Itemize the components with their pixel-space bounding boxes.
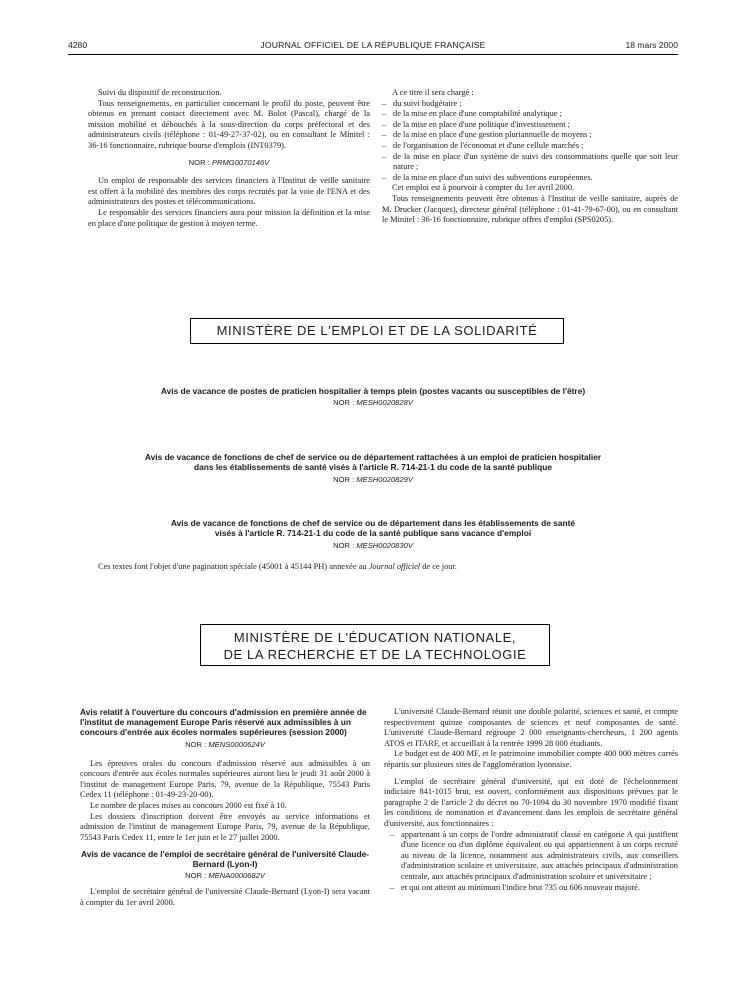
nor-label: NOR : [333,398,355,408]
notice-title: Avis relatif à l'ouverture du concours d'admission en première année de l'institut de management Europe Paris réservé aux admissibles à un concours d'entrée aux écoles normales supérieures (session 2000) [80,707,367,737]
nor-code: MESH0020828V [356,398,413,408]
paragraph: Suivi du dispositif de reconstruction. [98,88,222,97]
issue-date: 18 mars 2000 [625,40,678,50]
avis-title: Avis de vacance de postes de praticien hospitalier à temps plein (postes vacants ou susceptibles de l'être) [160,386,586,396]
nor-code: MESH0020829V [356,474,413,484]
list-item: – de la mise en place d'une politique d'investissement ; [382,120,678,131]
duties-list [382,99,678,184]
nor-reference [80,871,370,882]
nor-label: NOR : [185,740,207,749]
list-item: – de la mise en place d'un suivi des subventions européennes. [382,173,678,184]
paragraph: Les dossiers d'inscription doivent être envoyés au service informations et admission de l'institut de management Europe Paris, 79, avenue de la République, 75543 Paris Cedex 11, entre le 1er juin et le 27 juillet 2000. [80,811,370,842]
ministry-title-line: MINISTÈRE DE L'ÉDUCATION NATIONALE, [233,630,517,645]
bottom-left-column [80,707,370,908]
nor-label: NOR : [333,540,355,550]
top-left-column [88,88,370,229]
nor-reference [88,158,370,169]
note-text: Ces textes font l'objet d'une pagination spéciale (45001 à 45144 PH) annexée au [98,562,367,571]
nor-label: NOR : [185,871,207,881]
nor-label: NOR : [333,474,355,484]
nor-label: NOR : [188,157,210,167]
paragraph: Le nombre de places mises au concours 2000 est fixé à 10. [90,800,287,810]
paragraph: Un emploi de responsable des services financiers à l'Institut de veille sanitaire est offert à la mobilité des membres des corps recrutés par la voie de l'ENA et des administrateurs des postes et télécommunications. [88,176,370,207]
avis-block [68,386,678,409]
paragraph: Le responsable des services financiers aura pour mission la définition et la mise en place d'une politique de gestion à moyen terme. [88,207,370,228]
nor-code: PRMG0070146V [211,157,270,167]
ministry-box-emploi [190,318,564,344]
nor-reference [68,475,678,485]
paragraph: L'emploi de secrétaire général d'université, qui est doté de l'échelonnement indiciaire 841-1015 brut, est ouvert, conformément aux dispositions prévues par le paragraphe 2 de l'article 2 du décret no 70-1094 du 30 novembre 1970 modifié fixant les conditions de nomination et d'avancement dans les emplois de secrétaire général d'université, aux fonctionnaires : [384,776,678,828]
avis-title-line: dans les établissements de santé visés à l'article R. 714-21-1 du code de la santé publique [193,462,553,473]
journal-name: Journal officiel [368,562,421,571]
notice-title: Avis de vacance de l'emploi de secrétaire général de l'université Claude-Bernard (Lyon-I) [80,849,370,870]
paragraph: Les épreuves orales du concours d'admission réservé aux admissibles à un concours d'entrée aux écoles normales supérieures auront lieu le jeudi 31 août 2000 à l'institut de management Europe Paris, 79, avenue de la République, 75543 Paris Cedex 11 (téléphone : 01-49-23-20-00). [80,758,370,800]
conditions-list [384,830,678,894]
avis-block [68,518,678,551]
list-item: – de la mise en place d'une gestion pluriannuelle de moyens ; [382,130,678,141]
nor-reference [68,398,678,408]
list-item: – et qui ont atteint au minimum l'indice brut 735 ou 606 nouveau majoré. [390,883,678,894]
page-header [68,40,678,55]
ministry-title-line: DE LA RECHERCHE ET DE LA TECHNOLOGIE [223,647,527,662]
pagination-note [88,562,678,573]
list-item: – appartenant à un corps de l'ordre administratif classé en catégorie A qui justifient d'une licence ou d'un diplôme équivalent ou qui appartiennent à un corps recruté au niveau de la licence, notamment aux administrateurs civils, aux conseillers d'administration scolaire et universitaire, aux attachés principaux d'administration centrale, aux attachés principaux d'administration scolaire et universitaire ; [390,830,678,883]
note-text-end: de ce jour. [422,562,457,571]
ministry-title: MINISTÈRE DE L'EMPLOI ET DE LA SOLIDARITÉ [216,323,538,338]
avis-title-line: Avis de vacance de fonctions de chef de service ou de département dans les établissements de santé [170,518,576,528]
journal-title: JOURNAL OFFICIEL DE LA RÉPUBLIQUE FRANÇAISE [260,40,486,50]
paragraph [88,562,678,573]
paragraph: Cet emploi est à pourvoir à compter du 1er avril 2000. [392,183,575,193]
list-item: – de la mise en place d'une comptabilité analytique ; [382,109,678,120]
page-number: 4280 [68,40,88,50]
bottom-right-column [384,707,678,893]
nor-code: MENS0000624V [208,740,265,749]
paragraph: Tous renseignements peuvent être obtenus à l'Institut de veille sanitaire, auprès de M. Drucker (Jacques), directeur général (téléphone : 01-41-79-67-00), ou en consultant le Minitel : 36-16 fonctionnaire, rubrique offres d'emploi (SPS0205). [382,193,678,225]
paragraph: Le budget est de 400 MF, et le patrimoine immobilier compte 400 000 mètres carrés répartis sur plusieurs sites de l'agglomération lyonnaise. [384,749,678,769]
nor-reference [80,740,370,751]
top-right-column [382,88,678,226]
list-item: – de la mise en place d'un système de suivi des consommations quelle que soit leur nature ; [382,152,678,173]
avis-block [68,452,678,485]
nor-reference [68,541,678,551]
list-item: – de l'organisation de l'économat et d'une cellule marchés ; [382,141,678,152]
nor-code: MENA0000682V [208,871,265,881]
paragraph: Tous renseignements, en particulier concernant le profil du poste, peuvent être obtenus en prenant contact directement avec M. Bolot (Pascal), chargé de la mission mobilité et débouchés à la sous-direction du corps préfectoral et des administrateurs civils (téléphone : 01-49-27-37-02), ou en consultant le Minitel : 36-16 fonctionnaire, rubrique bourse d'emplois (INT0379). [88,98,370,150]
list-item: – du suivi budgétaire ; [382,99,678,110]
paragraph: L'université Claude-Bernard réunit une double polarité, sciences et santé, et compte respectivement quinze composantes de sciences et neuf composantes de santé. L'université Claude-Bernard regroupe 2 000 enseignants-chercheurs, 1 200 agents ATOS et ITARF, et accueillait à la rentrée 1999 28 000 étudiants. [384,707,678,748]
avis-title-line: visés à l'article R. 714-21-1 du code de la santé publique sans vacance d'emploi [214,528,532,539]
ministry-box-education [200,624,550,666]
nor-code: MESH0020830V [356,540,413,550]
paragraph: L'emploi de secrétaire général de l'université Claude-Bernard (Lyon-I) sera vacant à compter du 1er avril 2000. [80,886,370,907]
paragraph: A ce titre il sera chargé : [392,88,474,97]
avis-title-line: Avis de vacance de fonctions de chef de service ou de département rattachées à un emploi de praticien hospitalier [144,452,602,462]
